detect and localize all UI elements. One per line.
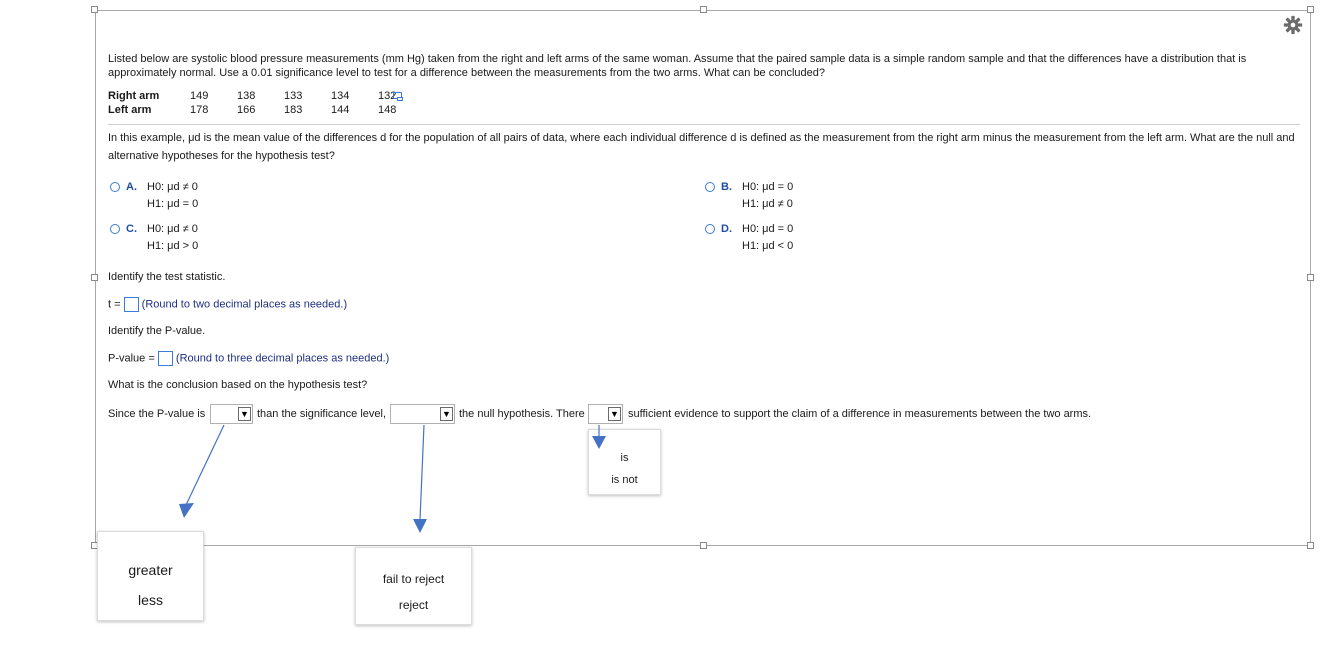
alternative-hypothesis: H1: μd = 0: [147, 198, 199, 210]
table-cell: 144: [331, 104, 350, 116]
null-hypothesis: H0: μd = 0: [742, 223, 794, 235]
p-value-prompt: Identify the P-value.: [108, 325, 206, 337]
table-cell: 148: [378, 104, 397, 116]
alternative-hypothesis: H1: μd < 0: [742, 240, 794, 252]
conclusion-text-2: than the significance level,: [257, 408, 387, 420]
conclusion-text-4: sufficient evidence to support the claim of a difference in measurements between the two arms.: [628, 408, 1092, 420]
p-value-label: P-value =: [108, 352, 155, 365]
null-hypothesis: H0: μd ≠ 0: [147, 181, 198, 193]
option-letter: A.: [126, 181, 137, 193]
t-rounding-hint: (Round to two decimal places as needed.): [141, 298, 348, 311]
problem-line-1: Listed below are systolic blood pressure measurements (mm Hg) taken from the right and left arms of the same woman. Assume that the paired sample data is a simple random sample and that the differences have a distribution that is: [108, 53, 1247, 65]
menu-item-reject[interactable]: reject: [398, 598, 429, 612]
arrow-head-decision: [413, 519, 427, 533]
null-hypothesis: H0: μd = 0: [742, 181, 794, 193]
option-letter: C.: [126, 223, 137, 235]
p-value-rounding-hint: (Round to three decimal places as needed.): [175, 352, 390, 365]
alternative-hypothesis: H1: μd ≠ 0: [742, 198, 793, 210]
table-cell: 134: [331, 90, 350, 102]
row-label: Left arm: [108, 104, 152, 116]
option-letter: D.: [721, 223, 732, 235]
alternative-hypothesis: H1: μd > 0: [147, 240, 199, 252]
menu-item-is-not[interactable]: is not: [611, 474, 638, 486]
dropdown-arrow-icon[interactable]: ▼: [440, 407, 453, 421]
conclusion-prompt: What is the conclusion based on the hypothesis test?: [108, 379, 368, 391]
conclusion-text-1: Since the P-value is: [108, 408, 206, 420]
table-cell: 138: [237, 90, 256, 102]
example-line-1: In this example, μd is the mean value of the differences d for the population of all pairs of data, where each individual difference d is defined as the measurement from the right arm minus the measurement from the left arm. What are the null and: [108, 132, 1295, 144]
option-letter: B.: [721, 181, 732, 193]
dropdown-arrow-icon[interactable]: ▼: [608, 407, 621, 421]
problem-line-2: approximately normal. Use a 0.01 significance level to test for a difference between the measurements from the two arms. What can be concluded?: [108, 67, 825, 79]
table-cell: 183: [284, 104, 303, 116]
arrow-decision: [420, 425, 424, 520]
table-cell: 178: [190, 104, 209, 116]
example-line-2: alternative hypotheses for the hypothesis test?: [108, 150, 335, 162]
table-cell: 133: [284, 90, 303, 102]
menu-item-fail-to-reject[interactable]: fail to reject: [382, 572, 445, 586]
menu-item-less[interactable]: less: [138, 592, 163, 608]
test-statistic-prompt: Identify the test statistic.: [108, 271, 226, 283]
table-cell: 149: [190, 90, 209, 102]
table-cell: 166: [237, 104, 256, 116]
row-label: Right arm: [108, 90, 160, 102]
menu-item-greater[interactable]: greater: [128, 562, 173, 578]
arrow-comparison: [186, 425, 224, 505]
dropdown-arrow-icon[interactable]: ▼: [238, 407, 251, 421]
null-hypothesis: H0: μd ≠ 0: [147, 223, 198, 235]
arrow-head-evidence: [592, 436, 606, 449]
t-label: t =: [108, 298, 121, 311]
conclusion-text-3: the null hypothesis. There: [459, 408, 585, 420]
menu-item-is[interactable]: is: [620, 452, 629, 464]
table-cell: 132: [378, 90, 397, 102]
arrow-head-comparison: [179, 503, 194, 518]
